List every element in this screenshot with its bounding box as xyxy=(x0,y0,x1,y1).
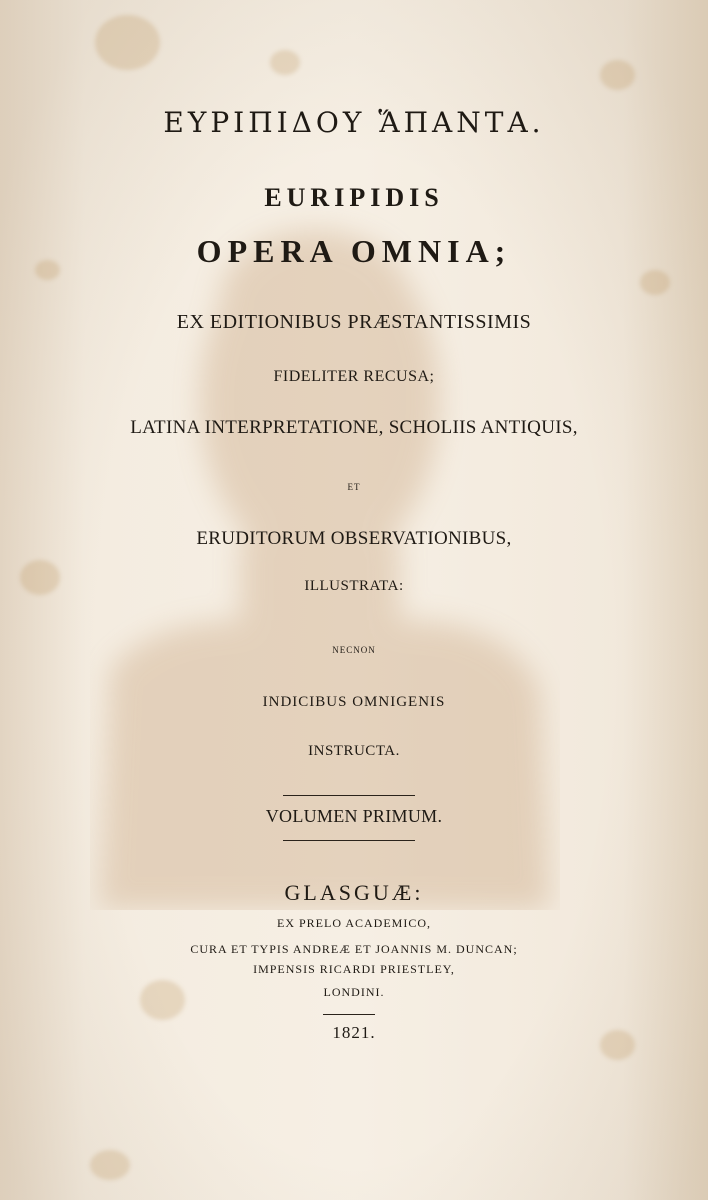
subtitle-editions: EX EDITIONIBUS PRÆSTANTISSIMIS xyxy=(176,311,532,333)
subtitle-indicibus: INDICIBUS OMNIGENIS xyxy=(262,694,446,710)
imprint-printers: CURA ET TYPIS ANDREÆ ET JOANNIS M. DUNCAN; xyxy=(190,942,518,956)
imprint-expense: IMPENSIS RICARDI PRIESTLEY, xyxy=(253,962,455,976)
foxing-spot xyxy=(600,60,635,90)
divider-rule xyxy=(283,840,415,841)
imprint-press: EX PRELO ACADEMICO, xyxy=(276,916,431,930)
subtitle-illustrata: ILLUSTRATA: xyxy=(304,578,404,594)
foxing-spot xyxy=(640,270,670,295)
divider-rule xyxy=(283,795,415,796)
divider-rule xyxy=(323,1014,375,1015)
greek-title: ΕΥΡΙΠΙΔΟΥ ἍΠΑΝΤΑ. xyxy=(163,106,545,139)
conjunction-et: ET xyxy=(347,482,361,492)
subtitle-instructa: INSTRUCTA. xyxy=(308,743,400,759)
imprint-city: LONDINI. xyxy=(323,985,385,999)
imprint-place: GLASGUÆ: xyxy=(284,880,424,905)
work-title: OPERA OMNIA; xyxy=(196,233,512,269)
foxing-spot xyxy=(95,15,160,70)
foxing-spot xyxy=(270,50,300,75)
foxing-spot xyxy=(90,1150,130,1180)
imprint-year: 1821. xyxy=(332,1023,376,1042)
subtitle-fideliter: FIDELITER RECUSA; xyxy=(273,368,435,385)
volume-label: VOLUMEN PRIMUM. xyxy=(265,806,443,826)
subtitle-latina: LATINA INTERPRETATIONE, SCHOLIIS ANTIQUIS, xyxy=(130,417,578,438)
author-name: EURIPIDIS xyxy=(264,183,444,212)
conjunction-necnon: NECNON xyxy=(332,645,376,655)
subtitle-eruditorum: ERUDITORUM OBSERVATIONIBUS, xyxy=(196,528,512,549)
